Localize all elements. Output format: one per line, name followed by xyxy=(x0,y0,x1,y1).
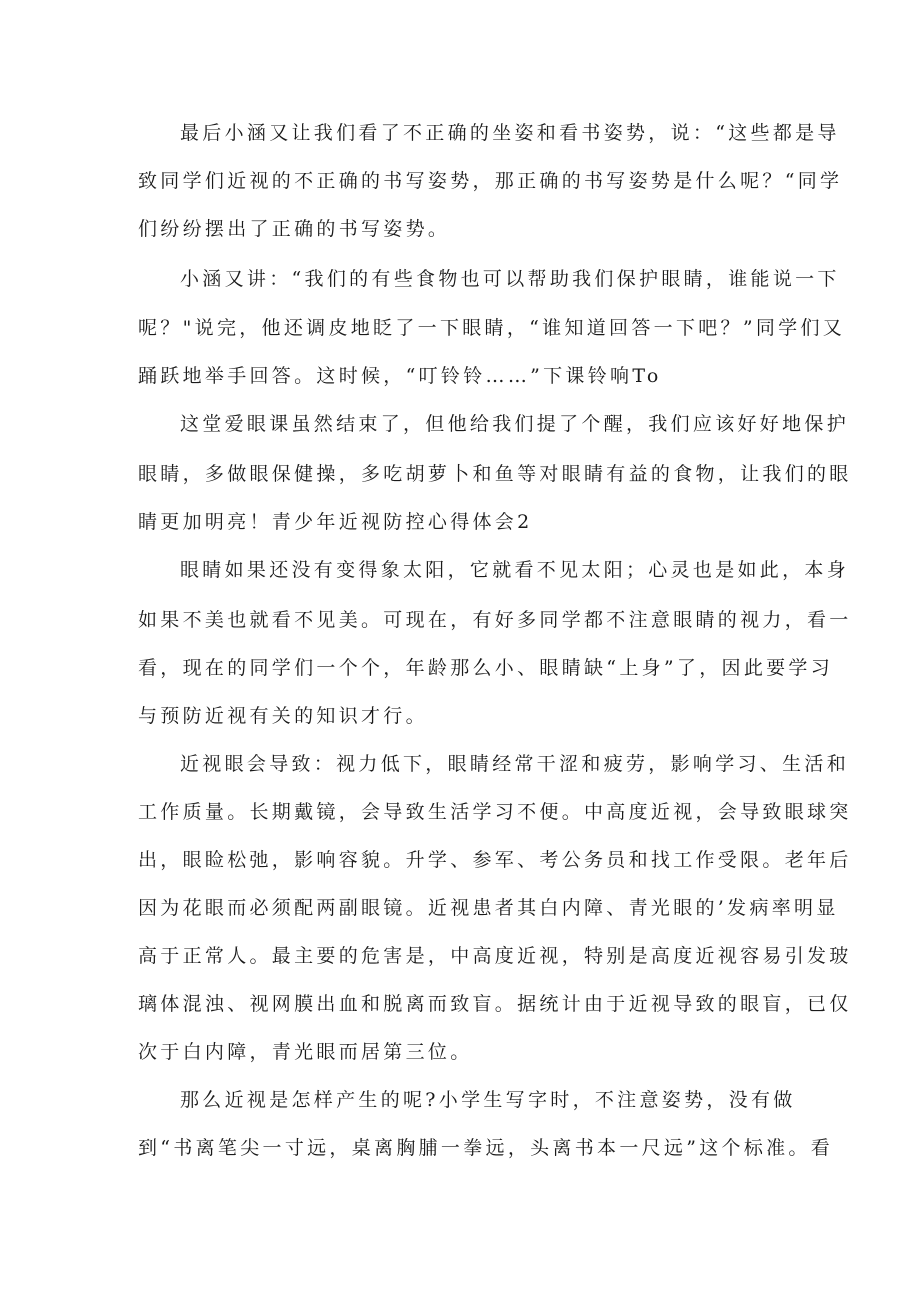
paragraph-4-line-2: 如果不美也就看不见美。可现在，有好多同学都不注意眼睛的视力，看一 xyxy=(138,609,852,631)
paragraph-1-line-1: 最后小涵又让我们看了不正确的坐姿和看书姿势，说：“这些都是导 xyxy=(180,122,840,144)
paragraph-1-line-3: 们纷纷摆出了正确的书写姿势。 xyxy=(138,218,451,240)
paragraph-3-line-3: 睛更加明亮！青少年近视防控心得体会2 xyxy=(138,511,533,533)
paragraph-5-line-5: 高于正常人。最主要的危害是，中高度近视，特别是高度近视容易引发玻 xyxy=(138,945,852,967)
paragraph-2-line-3: 踊跃地举手回答。这时候，“叮铃铃……”下课铃响To xyxy=(138,365,662,387)
paragraph-3-line-2: 眼睛，多做眼保健操，多吃胡萝卜和鱼等对眼睛有益的食物，让我们的眼 xyxy=(138,463,852,485)
paragraph-5-line-2: 工作质量。长期戴镜，会导致生活学习不便。中高度近视，会导致眼球突 xyxy=(138,801,852,823)
paragraph-4-line-3: 看，现在的同学们一个个，年龄那么小、眼睛缺“上身”了，因此要学习 xyxy=(138,657,834,679)
paragraph-5-line-3: 出，眼睑松弛，影响容貌。升学、参军、考公务员和找工作受限。老年后 xyxy=(138,849,852,871)
paragraph-2-line-1: 小涵又讲：“我们的有些食物也可以帮助我们保护眼睛，谁能说一下 xyxy=(180,268,840,290)
paragraph-4-line-4: 与预防近视有关的知识才行。 xyxy=(138,705,428,727)
paragraph-5-line-6: 璃体混浊、视网膜出血和脱离而致盲。据统计由于近视导致的眼盲，已仅 xyxy=(138,993,852,1015)
paragraph-4-line-1: 眼睛如果还没有变得象太阳，它就看不见太阳；心灵也是如此，本身 xyxy=(180,559,850,581)
paragraph-5-line-7: 次于白内障，青光眼而居第三位。 xyxy=(138,1041,473,1063)
paragraph-6-line-2: 到“书离笔尖一寸远，桌离胸脯一拳远，头离书本一尺远”这个标准。看 xyxy=(138,1137,834,1159)
paragraph-1-line-2: 致同学们近视的不正确的书写姿势，那正确的书写姿势是什么呢？“同学 xyxy=(138,170,843,192)
paragraph-3-line-1: 这堂爱眼课虽然结束了，但他给我们提了个醒，我们应该好好地保护 xyxy=(180,413,850,435)
paragraph-2-line-2: 呢？"说完，他还调皮地眨了一下眼睛，“谁知道回答一下吧？”同学们又 xyxy=(138,317,846,339)
paragraph-5-line-4: 因为花眼而必须配两副眼镜。近视患者其白内障、青光眼的’发病率明显 xyxy=(138,897,839,919)
paragraph-5-line-1: 近视眼会导致：视力低下，眼睛经常干涩和疲劳，影响学习、生活和 xyxy=(180,753,850,775)
paragraph-6-line-1: 那么近视是怎样产生的呢?小学生写字时，不注意姿势，没有做 xyxy=(180,1089,796,1111)
